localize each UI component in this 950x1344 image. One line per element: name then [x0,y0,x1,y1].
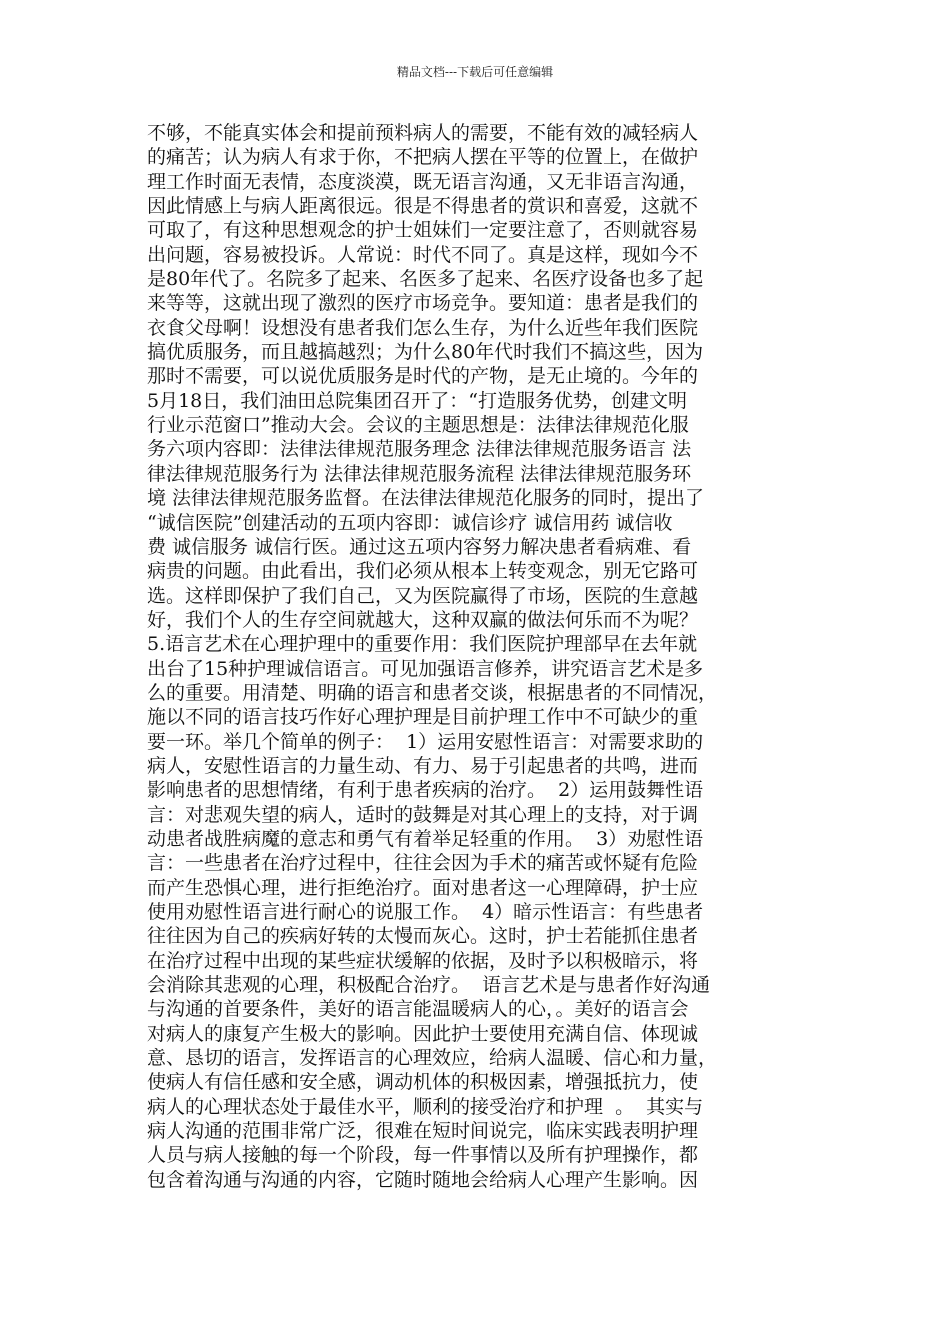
text-line: 与沟通的首要条件，美好的语言能温暖病人的心，。美好的语言会 [147,998,689,1021]
text-line: 人员与病人接触的每一个阶段，每一件事情以及所有护理操作，都 [147,1144,699,1167]
text-line: 使病人有信任感和安全感，调动机体的积极因素，增强抵抗力，使 [147,1071,699,1094]
text-line: 对病人的康复产生极大的影响。因此护士要使用充满自信、体现诚 [147,1022,699,1045]
text-line: 言：一些患者在治疗过程中，往往会因为手术的痛苦或怀疑有危险 [147,852,699,875]
text-line: 5.语言艺术在心理护理中的重要作用：我们医院护理部早在去年就 [147,633,698,656]
text-line: 务六项内容即：法律法律规范服务理念 法律法律规范服务语言 法 [147,438,692,461]
text-line: 在治疗过程中出现的某些症状缓解的依据，及时予以积极暗示，将 [147,949,699,972]
text-line: 影响患者的思想情绪，有利于患者疾病的治疗。 2）运用鼓舞性语 [147,779,704,802]
text-line: 包含着沟通与沟通的内容，它随时随地会给病人心理产生影响。因 [147,1168,699,1191]
text-line: 使用劝慰性语言进行耐心的说服工作。 4）暗示性语言：有些患者 [147,901,704,923]
text-line: 要一环。举几个简单的例子： 1）运用安慰性语言：对需要求助的 [147,730,704,753]
text-line: 理工作时面无表情，态度淡漠，既无语言沟通，又无非语言沟通， [147,170,699,193]
text-line: 选。这样即保护了我们自己，又为医院赢得了市场，医院的生意越 [147,584,699,607]
text-line: 行业示范窗口”推动大会。会议的主题思想是：法律法律规范化服 [147,414,689,437]
text-line: 衣食父母啊！设想没有患者我们怎么生存，为什么近些年我们医院 [147,316,699,339]
text-line: 可取了，有这种思想观念的护士姐妹们一定要注意了，否则就容易 [147,219,699,242]
text-line: 病人的心理状态处于最佳水平，顺利的接受治疗和护理 。 其实与 [147,1095,704,1118]
text-line: 5月18日，我们油田总院集团召开了：“打造服务优势，创建文明 [147,389,687,412]
text-line: “诚信医院”创建活动的五项内容即：诚信诊疗 诚信用药 诚信收 [147,511,673,534]
text-line: 出台了15种护理诚信语言。可见加强语言修养，讲究语言艺术是多 [147,657,704,680]
text-line: 搞优质服务，而且越搞越烈；为什么80年代时我们不搞这些，因为 [147,341,704,364]
text-line: 费 诚信服务 诚信行医。通过这五项内容努力解决患者看病难、看 [147,535,692,558]
text-line: 那时不需要，可以说优质服务是时代的产物，是无止境的。今年的 [147,365,699,388]
text-line: 律法律规范服务行为 法律法律规范服务流程 法律法律规范服务环 [147,462,692,485]
text-line: 因此情感上与病人距离很远。很是不得患者的赏识和喜爱，这就不 [147,195,699,218]
text-line: 言：对悲观失望的病人，适时的鼓舞是对其心理上的支持，对于调 [147,803,699,826]
text-line: 好，我们个人的生存空间就越大，这种双赢的做法何乐而不为呢？ [147,608,699,631]
body-text [147,121,837,1192]
page-header: 精品文档---下载后可任意编辑 [396,65,554,79]
text-line: 不够，不能真实体会和提前预料病人的需要，不能有效的减轻病人 [147,122,699,144]
text-line: 意、恳切的语言，发挥语言的心理效应，给病人温暖、信心和力量， [147,1047,718,1070]
text-line: 是80年代了。名院多了起来、名医多了起来、名医疗设备也多了起 [147,268,704,291]
text-line: 么的重要。用清楚、明确的语言和患者交谈，根据患者的不同情况， [147,681,718,704]
text-line: 病贵的问题。由此看出，我们必须从根本上转变观念，别无它路可 [147,560,699,583]
text-line: 的痛苦；认为病人有求于你，不把病人摆在平等的位置上，在做护 [147,146,699,169]
text-line: 施以不同的语言技巧作好心理护理是目前护理工作中不可缺少的重 [147,706,699,729]
text-line: 动患者战胜病魔的意志和勇气有着举足轻重的作用。 3）劝慰性语 [147,827,704,850]
text-line: 出问题，容易被投诉。人常说：时代不同了。真是这样，现如今不 [147,243,699,266]
text-line: 而产生恐惧心理，进行拒绝治疗。面对患者这一心理障碍，护士应 [147,876,699,899]
text-line: 来等等，这就出现了激烈的医疗市场竞争。要知道：患者是我们的 [147,292,699,315]
text-line: 境 法律法律规范服务监督。在法律法律规范化服务的同时，提出了 [147,487,705,510]
text-line: 往往因为自己的疾病好转的太慢而灰心。这时，护士若能抓住患者 [147,925,699,948]
text-line: 病人，安慰性语言的力量生动、有力、易于引起患者的共鸣，进而 [147,754,699,777]
text-line: 病人沟通的范围非常广泛，很难在短时间说完，临床实践表明护理 [147,1120,699,1143]
text-line: 会消除其悲观的心理，积极配合治疗。 语言艺术是与患者作好沟通 [147,974,711,997]
